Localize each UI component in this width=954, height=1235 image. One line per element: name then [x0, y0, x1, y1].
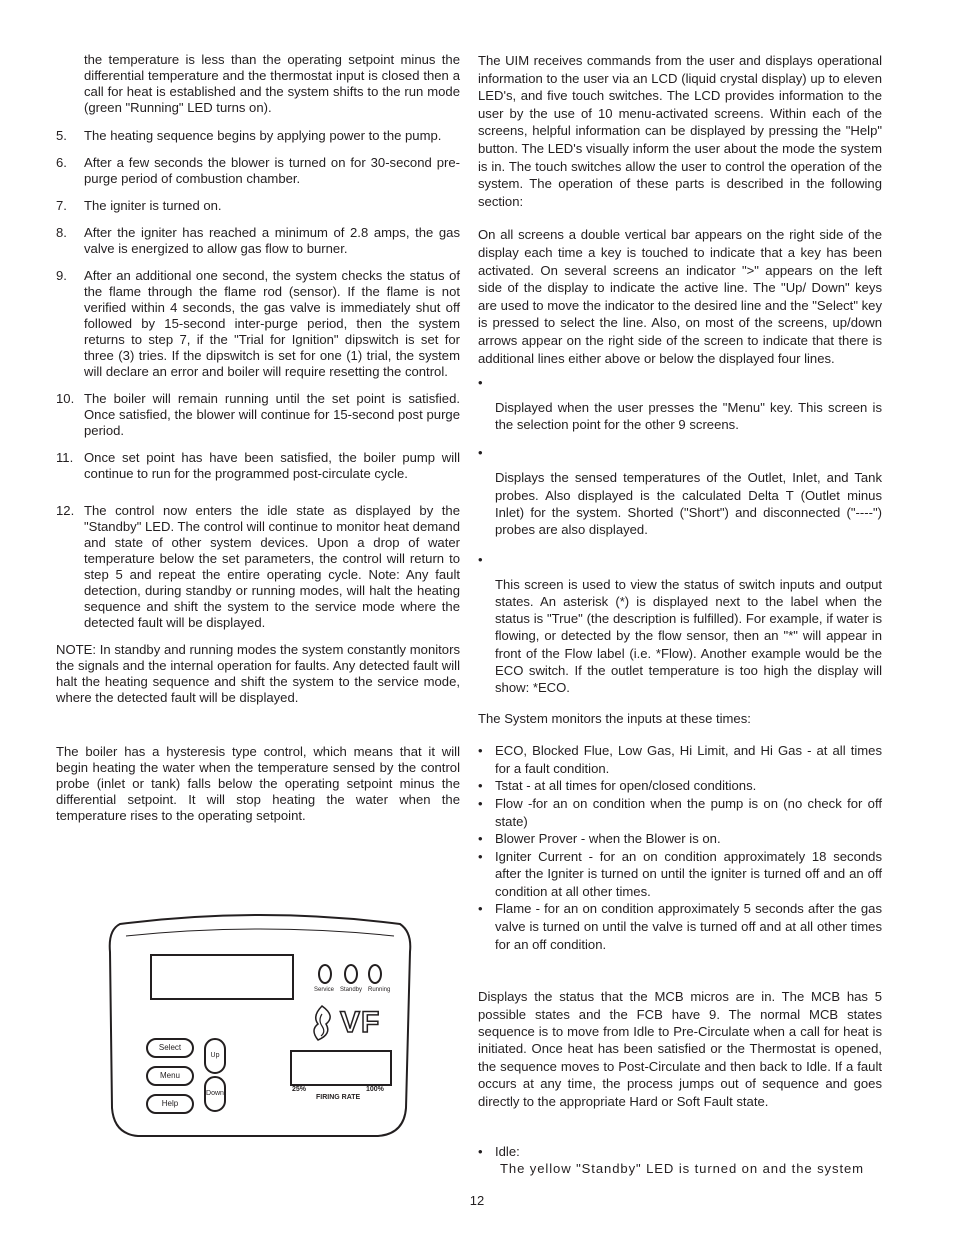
status-screen-description: This screen is used to view the status of switch inputs and output states. An asterisk (*) is displayed next to the label when the status is "True" (the description is fulfilled). For example, if water is flowing, or detected by the flow sensor, then an "*" will appear in front of the Flow label (i.e. *Flow). Another example would be the ECO switch. If the outlet temperature is too high the display will show: *ECO. [495, 576, 882, 695]
mcb-paragraph: Displays the status that the MCB micros are in. The MCB has 5 possible states and the FCB have 9. The normal MCB states sequence is to move from Idle to Pre-Circulate when a call for heat is initiated. Once heat has been satisfied or the Thermostat is opened, the sequence moves to Post-Circulate and then back to Idle. If a fault occurs at any time, the process jumps out of sequence and goes directly to the appropriate Hard or Soft Fault state. [478, 989, 882, 1109]
step-text: Once set point has have been satisfied, the boiler pump will continue to run for the programmed post-circulate cycle. [84, 450, 460, 481]
step-text: After the igniter has reached a minimum of 2.8 amps, the gas valve is energized to allow gas flow to burner. [84, 225, 460, 256]
monitor-item: • Flame - for an on condition approximately 5 seconds after the gas valve is turned on until the valve is turned off and at all other times for an off condition. [478, 901, 882, 952]
help-key[interactable]: Help [146, 1094, 194, 1114]
step-number: 10. [56, 391, 75, 406]
step-text: The heating sequence begins by applying power to the pump. [84, 128, 442, 143]
down-key[interactable]: Down [204, 1076, 226, 1112]
bullet: • [478, 551, 483, 567]
uim-panel-illustration [108, 912, 412, 1138]
monitor-item: • Igniter Current - for an on condition approximately 18 seconds after the Igniter is turned on until the igniter is turned off and an off condition at all other times. [478, 848, 882, 899]
menu-screen-description: Displayed when the user presses the "Menu" key. This screen is the selection point for the other 9 screens. [495, 400, 882, 433]
step-number: 5. [56, 128, 67, 143]
monitor-item: • ECO, Blocked Flue, Low Gas, Hi Limit, and Hi Gas - at all times for a fault condition. [478, 743, 882, 776]
lcd-display [150, 954, 294, 1000]
running-led [368, 964, 382, 984]
monitor-item: • Flow -for an on condition when the pump is on (no check for off state) [478, 795, 882, 829]
step-number: 11. [56, 450, 74, 465]
firing-rate-min: 25% [292, 1086, 307, 1093]
firing-rate-display [290, 1050, 392, 1086]
select-key[interactable]: Select [146, 1038, 194, 1058]
menu-screen-bullet [478, 375, 882, 391]
menu-key[interactable]: Menu [146, 1066, 194, 1086]
standby-led [344, 964, 358, 984]
step-text: The boiler will remain running until the set point is satisfied. Once satisfied, the blower will continue for 15-second post purge period. [84, 391, 460, 438]
monitor-intro: The System monitors the inputs at these times: [478, 711, 751, 727]
step-number: 12. [56, 503, 75, 518]
up-key[interactable]: Up [204, 1038, 226, 1074]
temp-screen-bullet [478, 445, 882, 461]
idle-item [478, 1144, 882, 1160]
uim-intro-paragraph: The UIM receives commands from the user and displays operational information to the user via an LCD (liquid crystal display) up to eleven LED's, and five touch switches. The LCD provides information to the user by the use of 10 menu-activated screens. Within each of the screens, helpful information can be displayed by pressing the "Help" button. The LED's visually inform the user about the mode the system is in. The touch switches allow the user to control the operation of the system. The operation of these parts is described in the following section: [478, 53, 882, 209]
bullet: • [478, 1144, 483, 1160]
idle-description: The yellow "Standby" LED is turned on and the system [500, 1161, 864, 1177]
step-10 [56, 391, 460, 439]
step-7 [56, 198, 460, 214]
step-5 [56, 128, 460, 144]
standby-led-label: Standby [340, 987, 363, 993]
step-9 [56, 268, 460, 380]
step-text: After a few seconds the blower is turned on for 30-second pre-purge period of combustion chamber. [84, 155, 460, 186]
monitor-item: • Blower Prover - when the Blower is on. [478, 831, 721, 847]
step-text: The igniter is turned on. [84, 198, 222, 213]
step-text: The control now enters the idle state as displayed by the "Standby" LED. The control will continue to monitor heat demand and state of other system devices. Upon a drop of water temperature below the set parameters, the control will return to step 5 and repeat the entire operating cycle. Note: Any fault detection, during standby or running modes, will halt the heating sequence and shift the system to the service mode where the detected fault will be displayed. [84, 503, 460, 630]
running-led-label: Running [368, 987, 391, 993]
screens-intro-paragraph: On all screens a double vertical bar appears on the right side of the display each time a key is touched to indicate that a key has been activated. On several screens an indicator ">" appears on the left side of the display to indicate the active line. The "Up/ Down" keys are used to move the indicator to the desired line and the "Select" key is pressed to select the line. Also, on most of the screens, up/down arrows appear on the right side of the screen to indicate that there is additional lines either above or below the displayed four lines. [478, 227, 882, 366]
step-11 [56, 450, 460, 482]
step-number: 9. [56, 268, 67, 283]
intro-paragraph: the temperature is less than the operating setpoint minus the differential temperature and the thermostat input is closed then a call for heat is established and the system shifts to the run mode (green "Running" LED turns on). [84, 52, 460, 115]
idle-label: Idle: [495, 1144, 520, 1160]
status-screen-bullet [478, 552, 882, 568]
step-number: 8. [56, 225, 67, 240]
flame-icon [308, 1004, 338, 1042]
firing-rate-max: 100% [366, 1086, 384, 1093]
left-column [56, 52, 460, 824]
hysteresis-paragraph: The boiler has a hysteresis type control, which means that it will begin heating the water when the temperature sensed by the control probe (inlet or tank) falls below the operating setpoint minus the differential setpoint. It will stop heating the water when the temperature rises to the operating setpoint. [56, 744, 460, 823]
monitor-item: • Tstat - at all times for open/closed conditions. [478, 778, 757, 794]
firing-rate-label: FIRING RATE [316, 1094, 361, 1101]
service-led-label: Service [314, 987, 335, 993]
service-led [318, 964, 332, 984]
step-12 [56, 503, 460, 631]
temp-screen-description: Displays the sensed temperatures of the Outlet, Inlet, and Tank probes. Also displayed is the calculated Delta T (Outlet minus Inlet) for the system. Shorted ("Short") and disconnected ("----") probes are also displayed. [495, 470, 882, 538]
vf-logo: VF [340, 1006, 381, 1039]
step-8 [56, 225, 460, 257]
monitor-list [478, 742, 882, 953]
step-number: 6. [56, 155, 67, 170]
right-column [478, 52, 882, 1177]
step-6 [56, 155, 460, 187]
note-paragraph: NOTE: In standby and running modes the system constantly monitors the signals and the internal operation for faults. Any detected fault will halt the heating sequence and shift the system to the service mode, where the detected fault will be displayed. [56, 642, 460, 705]
step-text: After an additional one second, the system checks the status of the flame through the flame rod (sensor). If the flame is not verified within 4 seconds, the gas valve is immediately shut off followed by 15-second inter-purge period, then the system returns to step 7, if the "Trial for Ignition" dipswitch is set for three (3) tries. If the dipswitch is set for one (1) trial, the system will declare an error and boiler will require resetting the control. [84, 268, 460, 379]
step-number: 7. [56, 198, 67, 213]
bullet: • [478, 375, 483, 391]
bullet: • [478, 445, 483, 461]
page-number: 12 [469, 1193, 485, 1208]
